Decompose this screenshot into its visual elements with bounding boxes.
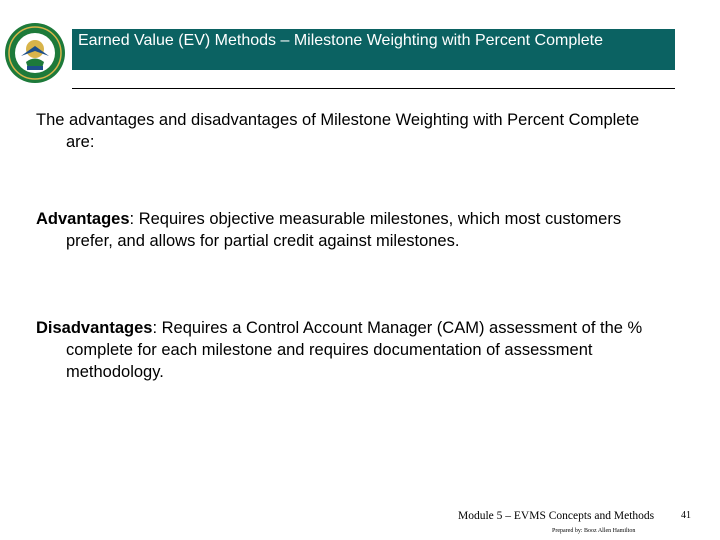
advantages-text: : Requires objective measurable milestones, which most customers prefer, and allows for partial credit against milestones. — [66, 210, 622, 250]
disadvantages-text: : Requires a Control Account Manager (CAM) assessment of the % complete for each milestone and requires documentation of assessment methodology. — [66, 319, 643, 381]
intro-paragraph — [36, 109, 661, 153]
intro-text: The advantages and disadvantages of Milestone Weighting with Percent Complete are: — [36, 111, 640, 151]
page-number: 41 — [681, 510, 691, 521]
footer-module: Module 5 – EVMS Concepts and Methods — [458, 510, 655, 522]
advantages-label: Advantages — [36, 210, 130, 228]
doe-seal-icon — [4, 22, 66, 84]
slide-title: Earned Value (EV) Methods – Milestone Weighting with Percent Complete — [72, 29, 675, 70]
disadvantages-paragraph — [36, 317, 661, 383]
title-divider — [72, 88, 675, 89]
footer-prepared-by: Prepared by: Booz Allen Hamilton — [552, 528, 636, 534]
disadvantages-label: Disadvantages — [36, 319, 153, 337]
advantages-paragraph — [36, 208, 661, 252]
